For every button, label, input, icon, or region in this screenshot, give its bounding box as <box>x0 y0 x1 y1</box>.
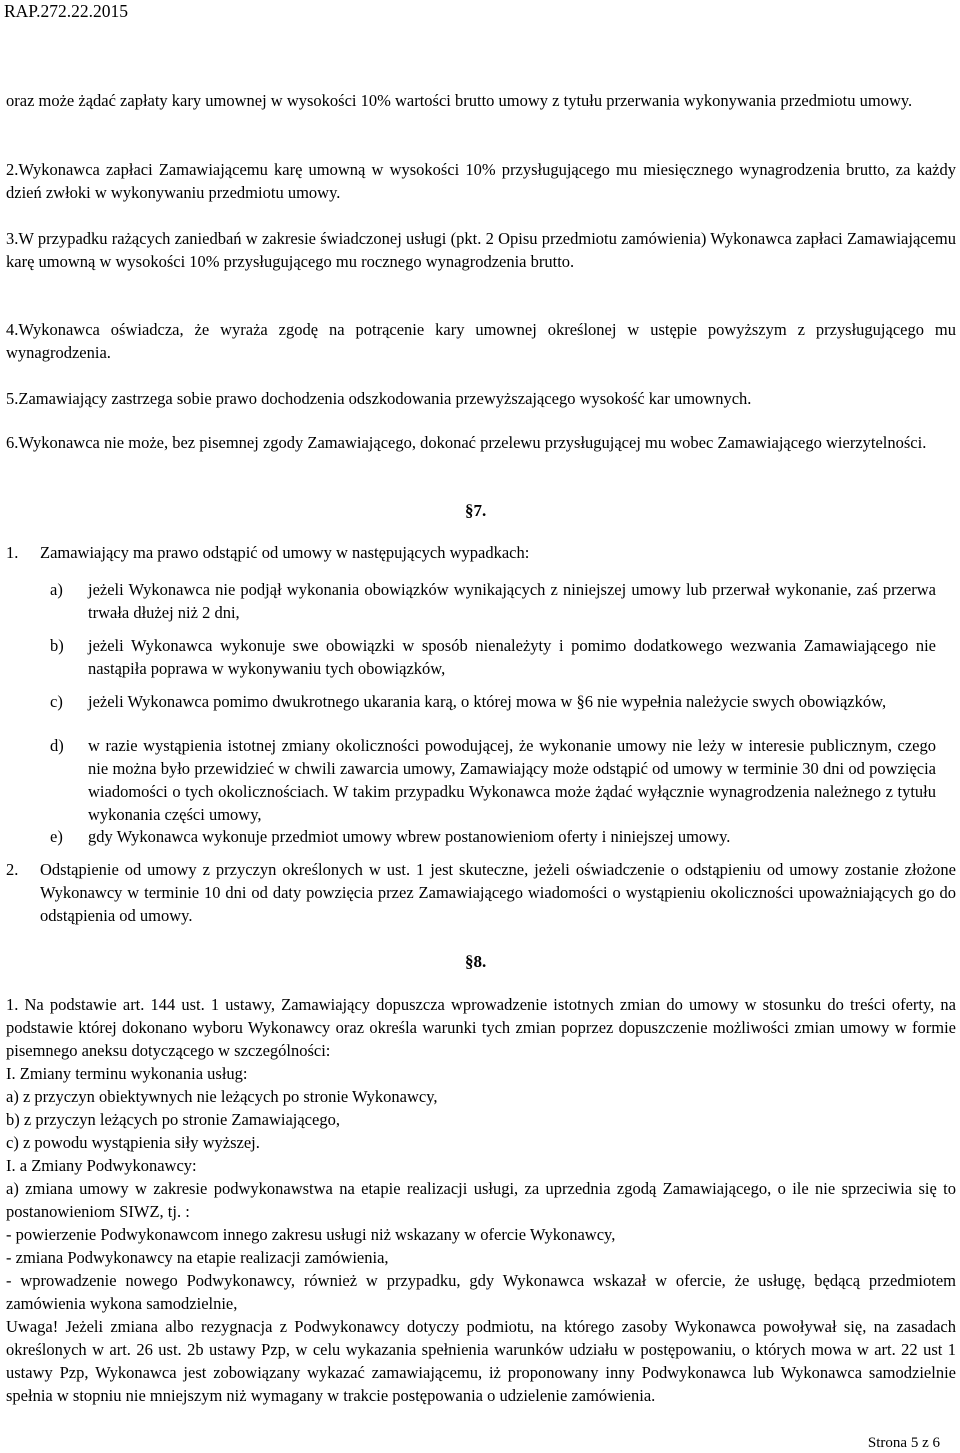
paragraph-3: 3.W przypadku rażących zaniedbań w zakresie świadczonej usługi (pkt. 2 Opisu przedmiotu zamówienia) Wykonawca zapłaci Zamawiającemu karę umowną w wysokości 10% przysługującego mu rocznego wynagrodzenia brutto. <box>6 229 956 271</box>
paragraph-5: 5.Zamawiający zastrzega sobie prawo dochodzenia odszkodowania przewyższającego wysokość kar umownych. <box>6 389 752 408</box>
s8-line-11: Uwaga! Jeżeli zmiana albo rezygnacja z Podwykonawcy dotyczy podmiotu, na którego zasoby Wykonawca powoływał się, na zasadach określonych w art. 26 ust. 2b ustawy Pzp, w celu wykazania spełnienia warunków udziału w postępowaniu, o których mowa w art. 22 ust 1 ustawy Pzp, Wykonawca jest zobowiązany wykazać zamawiającemu, iż proponowany inny Podwykonawca lub Wykonawca samodzielnie spełnia w stopniu nie mniejszym niż wymagany w trakcie postępowania o udzielenie zamówienia. <box>6 1317 956 1405</box>
s7-subitem-d-label: d) <box>50 736 64 755</box>
page-number-footer: Strona 5 z 6 <box>867 1435 940 1451</box>
s7-subitem-e-text: gdy Wykonawca wykonuje przedmiot umowy wbrew postanowieniom oferty i niniejszej umowy. <box>88 827 731 846</box>
s7-subitem-e-label: e) <box>50 827 63 846</box>
s7-subitem-c-text: jeżeli Wykonawca pomimo dwukrotnego ukarania karą, o której mowa w §6 nie wypełnia należycie swych obowiązków, <box>88 692 887 711</box>
paragraph-4: 4.Wykonawca oświadcza, że wyraża zgodę na potrącenie kary umownej określonej w ustępie powyższym z przysługującego mu wynagrodzenia. <box>6 320 956 362</box>
s7-subitem-c <box>50 690 936 713</box>
document-reference-number: RAP.272.22.2015 <box>4 1 128 21</box>
s8-line-6: I. a Zmiany Podwykonawcy: <box>6 1156 197 1175</box>
s7-subitem-a <box>50 578 936 624</box>
s7-subitem-a-label: a) <box>50 580 63 599</box>
paragraph-previous-continued: oraz może żądać zapłaty kary umownej w wysokości 10% wartości brutto umowy z tytułu przerwania wykonywania przedmiotu umowy. <box>6 91 913 110</box>
s8-line-1: 1. Na podstawie art. 144 ust. 1 ustawy, Zamawiający dopuszcza wprowadzenie istotnych zmian do umowy w stosunku do treści oferty, na podstawie której dokonano wyboru Wykonawcy oraz określa warunki tych zmian poprzez dopuszczenie możliwości zmian umowy w formie pisemnego aneksu dotyczącego w szczególności: <box>6 995 956 1060</box>
s8-line-9: - zmiana Podwykonawcy na etapie realizacji zamówienia, <box>6 1248 389 1267</box>
paragraph-6: 6.Wykonawca nie może, bez pisemnej zgody Zamawiającego, dokonać przelewu przysługującej mu wobec Zamawiającego wierzytelności. <box>6 433 927 452</box>
s8-line-4: b) z przyczyn leżących po stronie Zamawiającego, <box>6 1110 340 1129</box>
s7-subitem-e <box>50 825 936 848</box>
paragraph-2: 2.Wykonawca zapłaci Zamawiającemu karę umowną w wysokości 10% przysługującego mu miesięcznego wynagrodzenia brutto, za każdy dzień zwłoki w wykonywaniu przedmiotu umowy. <box>6 160 956 202</box>
s7-item-1-text: Zamawiający ma prawo odstąpić od umowy w następujących wypadkach: <box>40 543 530 562</box>
s7-subitem-a-text: jeżeli Wykonawca nie podjął wykonania obowiązków wynikających z niniejszej umowy lub przerwał wykonanie, zaś przerwa trwała dłużej niż 2 dni, <box>88 580 936 622</box>
s7-item-2-text: Odstąpienie od umowy z przyczyn określonych w ust. 1 jest skuteczne, jeżeli oświadczenie o odstąpieniu od umowy zostanie złożone Wykonawcy w terminie 10 dni od daty powzięcia przez Zamawiającego wiadomości o wystąpieniu okoliczności upoważniających go do odstąpienia od umowy. <box>40 860 956 925</box>
s7-subitem-b <box>50 634 936 680</box>
section-heading-8: §8. <box>465 952 487 971</box>
s7-item-2 <box>6 858 956 927</box>
section-heading-7: §7. <box>465 501 487 520</box>
s7-item-1-number: 1. <box>6 543 19 562</box>
s8-line-8: - powierzenie Podwykonawcom innego zakresu usługi niż wskazany w ofercie Wykonawcy, <box>6 1225 616 1244</box>
s8-line-5: c) z powodu wystąpienia siły wyższej. <box>6 1133 260 1152</box>
s8-line-10: - wprowadzenie nowego Podwykonawcy, również w przypadku, gdy Wykonawca wskazał w ofercie, że usługę, będącą przedmiotem zamówienia wykona samodzielnie, <box>6 1271 956 1313</box>
s7-subitem-d <box>50 734 936 826</box>
s8-body <box>6 993 956 1407</box>
s8-line-2: I. Zmiany terminu wykonania usług: <box>6 1064 248 1083</box>
s7-subitem-b-label: b) <box>50 636 64 655</box>
s7-subitem-c-label: c) <box>50 692 63 711</box>
s8-line-7: a) zmiana umowy w zakresie podwykonawstwa na etapie realizacji usługi, za uprzednia zgodą Zamawiającego, o ile nie sprzeciwia się to postanowieniom SIWZ, tj. : <box>6 1179 956 1221</box>
s8-line-3: a) z przyczyn obiektywnych nie leżących po stronie Wykonawcy, <box>6 1087 438 1106</box>
s7-item-1 <box>6 541 956 564</box>
s7-subitem-d-text: w razie wystąpienia istotnej zmiany okoliczności powodującej, że wykonanie umowy nie leży w interesie publicznym, czego nie można było przewidzieć w chwili zawarcia umowy, Zamawiający może odstąpić od umowy w terminie 30 dni od powzięcia wiadomości o tych okolicznościach. W takim przypadku Wykonawca może żądać wyłącznie wynagrodzenia należnego z tytułu wykonania części umowy, <box>88 736 936 824</box>
s7-item-2-number: 2. <box>6 860 19 879</box>
s7-subitem-b-text: jeżeli Wykonawca wykonuje swe obowiązki w sposób nienależyty i pomimo dodatkowego wezwania Zamawiającego nie nastąpiła poprawa w wykonywaniu tych obowiązków, <box>88 636 936 678</box>
